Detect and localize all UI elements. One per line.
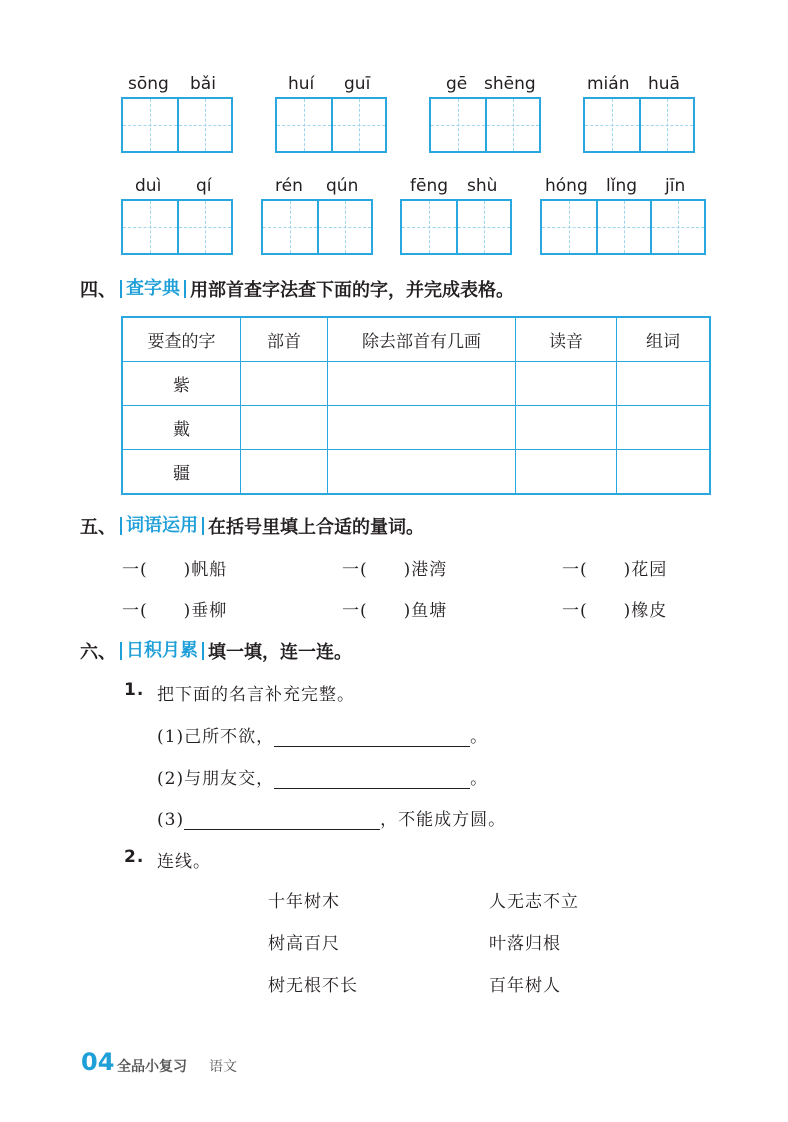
query-char: 紫 bbox=[122, 362, 241, 406]
match-right-item[interactable]: 百年树人 bbox=[489, 976, 561, 996]
table-row bbox=[122, 362, 710, 406]
pinyin-label: gē bbox=[446, 74, 468, 94]
pinyin-label: shēng bbox=[484, 74, 536, 94]
writing-grid[interactable] bbox=[540, 199, 706, 255]
measure-word-item[interactable]: 一( )帆船 bbox=[122, 560, 228, 580]
measure-word-item[interactable]: 一( )港湾 bbox=[342, 560, 448, 580]
pinyin-label: bǎi bbox=[190, 74, 216, 94]
table-row bbox=[122, 450, 710, 495]
answer-cell[interactable] bbox=[516, 406, 617, 450]
measure-word-item[interactable]: 一( )垂柳 bbox=[122, 601, 228, 621]
answer-blank[interactable] bbox=[184, 811, 380, 830]
question-text: 把下面的名言补充完整。 bbox=[157, 685, 355, 705]
pinyin-label: sōng bbox=[128, 74, 169, 94]
writing-grid[interactable] bbox=[583, 97, 695, 153]
quote-suffix: 。 bbox=[470, 769, 489, 789]
section-number: 六、 bbox=[80, 642, 116, 663]
writing-grid[interactable] bbox=[261, 199, 373, 255]
section-4-title bbox=[80, 276, 514, 302]
table-header: 读音 bbox=[516, 317, 617, 362]
dictionary-table bbox=[121, 316, 711, 495]
pinyin-label: duì bbox=[135, 176, 162, 196]
match-right-item[interactable]: 叶落归根 bbox=[489, 934, 561, 954]
answer-cell[interactable] bbox=[617, 450, 711, 495]
match-left-item[interactable]: 十年树木 bbox=[268, 892, 340, 912]
answer-cell[interactable] bbox=[516, 450, 617, 495]
answer-cell[interactable] bbox=[617, 362, 711, 406]
section-5-title bbox=[80, 513, 424, 539]
table-header: 要查的字 bbox=[122, 317, 241, 362]
answer-cell[interactable] bbox=[328, 406, 516, 450]
table-header: 部首 bbox=[241, 317, 328, 362]
query-char: 戴 bbox=[122, 406, 241, 450]
quote-line bbox=[157, 805, 506, 830]
section-instruction: 在括号里填上合适的量词。 bbox=[208, 517, 424, 538]
pinyin-label: lǐng bbox=[606, 176, 638, 196]
pinyin-label: guī bbox=[344, 74, 371, 94]
quote-prefix: (2)与朋友交， bbox=[157, 769, 275, 789]
measure-word-item[interactable]: 一( )鱼塘 bbox=[342, 601, 448, 621]
quote-line bbox=[157, 764, 488, 789]
table-header-row bbox=[122, 317, 710, 362]
writing-grid[interactable] bbox=[429, 97, 541, 153]
quote-prefix: (1)己所不欲， bbox=[157, 727, 275, 747]
answer-cell[interactable] bbox=[516, 362, 617, 406]
page-number: 04 bbox=[81, 1048, 115, 1076]
writing-grid[interactable] bbox=[400, 199, 512, 255]
writing-grid[interactable] bbox=[121, 199, 233, 255]
match-right-item[interactable]: 人无志不立 bbox=[489, 892, 579, 912]
writing-grid[interactable] bbox=[275, 97, 387, 153]
pinyin-label: hóng bbox=[545, 176, 588, 196]
section-tag: 词语运用 bbox=[120, 517, 204, 535]
measure-word-item[interactable]: 一( )花园 bbox=[562, 560, 668, 580]
section-instruction: 用部首查字法查下面的字，并完成表格。 bbox=[190, 280, 514, 301]
answer-blank[interactable] bbox=[274, 770, 470, 789]
subject-label: 语文 bbox=[209, 1059, 237, 1075]
question-text: 连线。 bbox=[157, 852, 211, 872]
quote-prefix: (3) bbox=[157, 810, 185, 830]
book-title: 全品小复习 bbox=[117, 1059, 187, 1075]
question-number: 1. bbox=[124, 680, 145, 700]
pinyin-label: mián bbox=[587, 74, 630, 94]
section-tag: 日积月累 bbox=[120, 642, 204, 660]
answer-cell[interactable] bbox=[241, 406, 328, 450]
answer-cell[interactable] bbox=[617, 406, 711, 450]
answer-blank[interactable] bbox=[274, 728, 470, 747]
pinyin-label: qún bbox=[326, 176, 359, 196]
quote-suffix: ，不能成方圆。 bbox=[380, 810, 507, 830]
quote-line bbox=[157, 722, 488, 747]
pinyin-label: qí bbox=[196, 176, 212, 196]
question-number: 2. bbox=[124, 847, 145, 867]
pinyin-label: shù bbox=[467, 176, 498, 196]
pinyin-label: jīn bbox=[665, 176, 686, 196]
section-6-title bbox=[80, 638, 352, 664]
section-instruction: 填一填，连一连。 bbox=[208, 642, 352, 663]
pinyin-label: huā bbox=[648, 74, 680, 94]
table-header: 组词 bbox=[617, 317, 711, 362]
answer-cell[interactable] bbox=[241, 362, 328, 406]
match-left-item[interactable]: 树高百尺 bbox=[268, 934, 340, 954]
pinyin-label: rén bbox=[275, 176, 303, 196]
table-header: 除去部首有几画 bbox=[328, 317, 516, 362]
section-number: 四、 bbox=[80, 280, 116, 301]
pinyin-label: fēng bbox=[410, 176, 449, 196]
quote-suffix: 。 bbox=[470, 727, 489, 747]
measure-word-item[interactable]: 一( )橡皮 bbox=[562, 601, 668, 621]
query-char: 疆 bbox=[122, 450, 241, 495]
writing-grid[interactable] bbox=[121, 97, 233, 153]
match-left-item[interactable]: 树无根不长 bbox=[268, 976, 358, 996]
section-tag: 查字典 bbox=[120, 280, 186, 298]
pinyin-label: huí bbox=[288, 74, 315, 94]
table-row bbox=[122, 406, 710, 450]
answer-cell[interactable] bbox=[241, 450, 328, 495]
section-number: 五、 bbox=[80, 517, 116, 538]
answer-cell[interactable] bbox=[328, 450, 516, 495]
answer-cell[interactable] bbox=[328, 362, 516, 406]
